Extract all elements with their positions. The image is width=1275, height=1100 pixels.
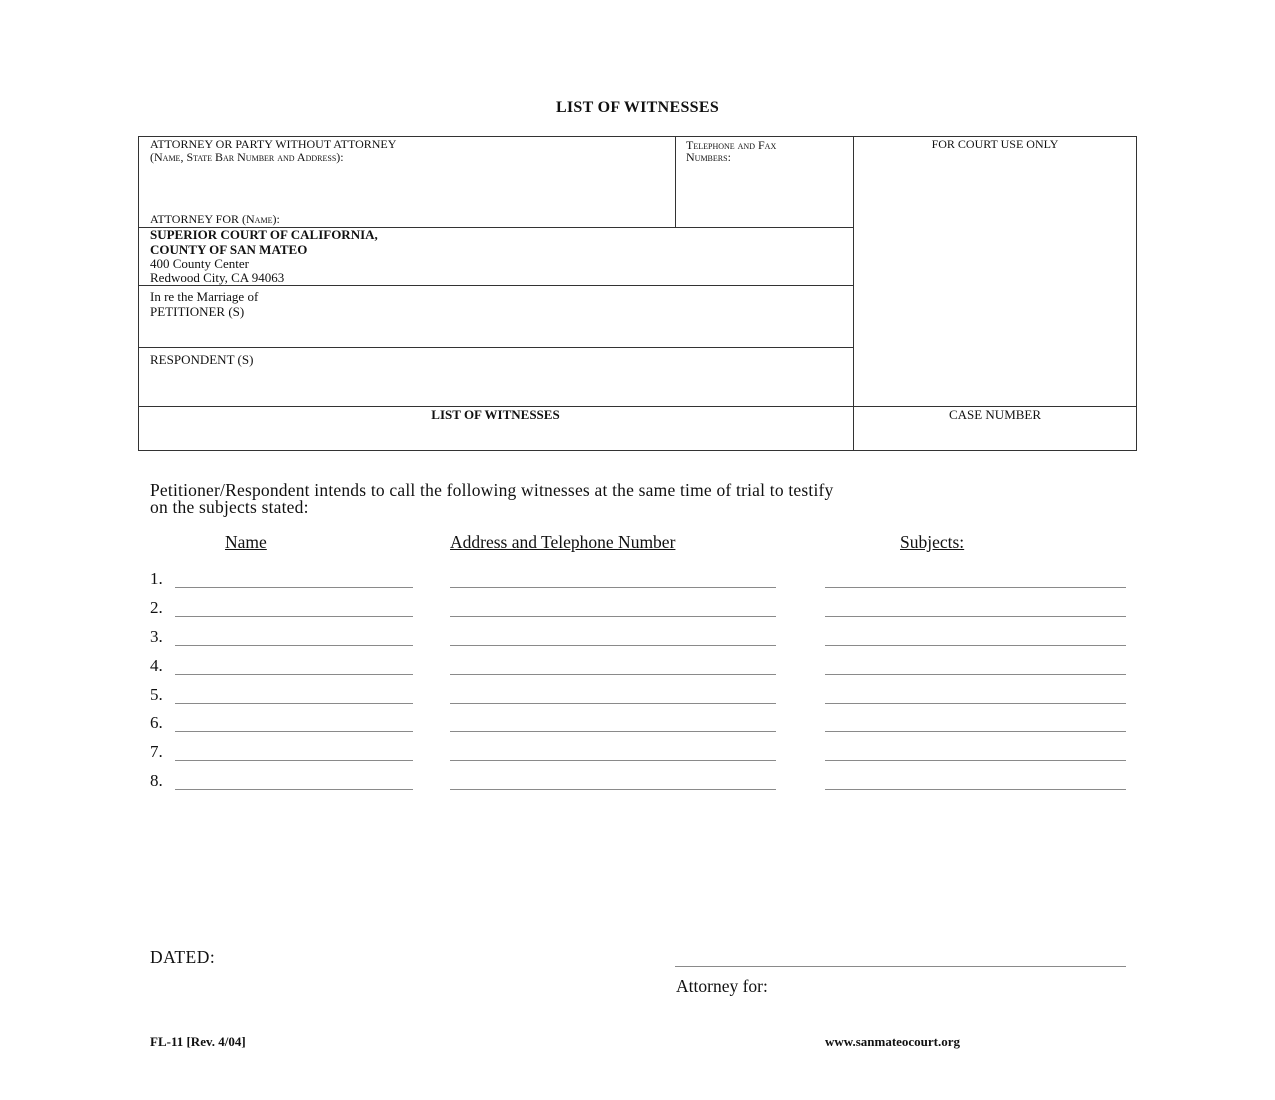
witness-address-field[interactable]	[450, 616, 776, 617]
witness-subject-field[interactable]	[825, 674, 1126, 675]
witness-address-field[interactable]	[450, 760, 776, 761]
divider	[675, 136, 676, 227]
form-id: FL-11 [Rev. 4/04]	[150, 1034, 246, 1049]
witness-name-field[interactable]	[175, 674, 413, 675]
witness-name-field[interactable]	[175, 645, 413, 646]
witness-subject-field[interactable]	[825, 789, 1126, 790]
witness-name-field[interactable]	[175, 703, 413, 704]
column-header-subjects: Subjects:	[900, 532, 965, 552]
phone-fax-label-2: Numbers:	[686, 150, 731, 164]
row-number: 1.	[150, 569, 163, 588]
witness-subject-field[interactable]	[825, 703, 1126, 704]
witness-address-field[interactable]	[450, 789, 776, 790]
case-number-label: CASE NUMBER	[948, 407, 1042, 422]
witness-address-field[interactable]	[450, 674, 776, 675]
witness-subject-field[interactable]	[825, 587, 1126, 588]
court-address-line-2: Redwood City, CA 94063	[150, 270, 285, 285]
witness-address-field[interactable]	[450, 645, 776, 646]
intro-text	[150, 482, 1140, 516]
petitioner-label: PETITIONER (S)	[150, 304, 245, 319]
document-title-cell: LIST OF WITNESSES	[431, 407, 560, 422]
witness-address-field[interactable]	[450, 703, 776, 704]
witness-name-field[interactable]	[175, 731, 413, 732]
divider	[138, 285, 853, 286]
marriage-label: In re the Marriage of	[150, 289, 259, 304]
witness-name-field[interactable]	[175, 616, 413, 617]
witness-address-field[interactable]	[450, 587, 776, 588]
witness-name-field[interactable]	[175, 760, 413, 761]
caption-box	[138, 136, 1137, 451]
court-address-line-1: 400 County Center	[150, 256, 249, 271]
row-number: 5.	[150, 685, 163, 704]
row-number: 8.	[150, 771, 163, 790]
court-website-link[interactable]: www.sanmateocourt.org	[825, 1034, 961, 1049]
court-name-line-1: SUPERIOR COURT OF CALIFORNIA,	[150, 227, 378, 242]
row-number: 6.	[150, 713, 163, 732]
row-number: 7.	[150, 742, 163, 761]
witness-subject-field[interactable]	[825, 760, 1126, 761]
dated-label: DATED:	[150, 947, 216, 967]
court-name-line-2: COUNTY OF SAN MATEO	[150, 242, 308, 257]
page-title: LIST OF WITNESSES	[555, 99, 720, 116]
attorney-for-signature-label: Attorney for:	[676, 976, 768, 996]
witness-subject-field[interactable]	[825, 616, 1126, 617]
column-header-address: Address and Telephone Number	[450, 532, 676, 552]
attorney-label: ATTORNEY OR PARTY WITHOUT ATTORNEY	[150, 137, 397, 151]
respondent-label: RESPONDENT (S)	[150, 352, 254, 367]
attorney-sub-label: (Name, State Bar Number and Address):	[150, 150, 344, 164]
column-header-name: Name	[225, 532, 267, 552]
divider	[853, 136, 854, 451]
row-number: 3.	[150, 627, 163, 646]
row-number: 2.	[150, 598, 163, 617]
court-use-label: FOR COURT USE ONLY	[931, 137, 1059, 151]
divider	[138, 347, 853, 348]
witness-name-field[interactable]	[175, 789, 413, 790]
row-number: 4.	[150, 656, 163, 675]
witness-address-field[interactable]	[450, 731, 776, 732]
phone-fax-label: Telephone and Fax	[686, 138, 777, 152]
intro-line-1: Petitioner/Respondent intends to call the following witnesses at the same time of trial to testify	[150, 480, 834, 500]
witness-name-field[interactable]	[175, 587, 413, 588]
witness-subject-field[interactable]	[825, 645, 1126, 646]
signature-line[interactable]	[675, 966, 1126, 967]
intro-line-2: on the subjects stated:	[150, 497, 309, 517]
attorney-for-label: ATTORNEY FOR (Name):	[150, 212, 280, 226]
witness-subject-field[interactable]	[825, 731, 1126, 732]
